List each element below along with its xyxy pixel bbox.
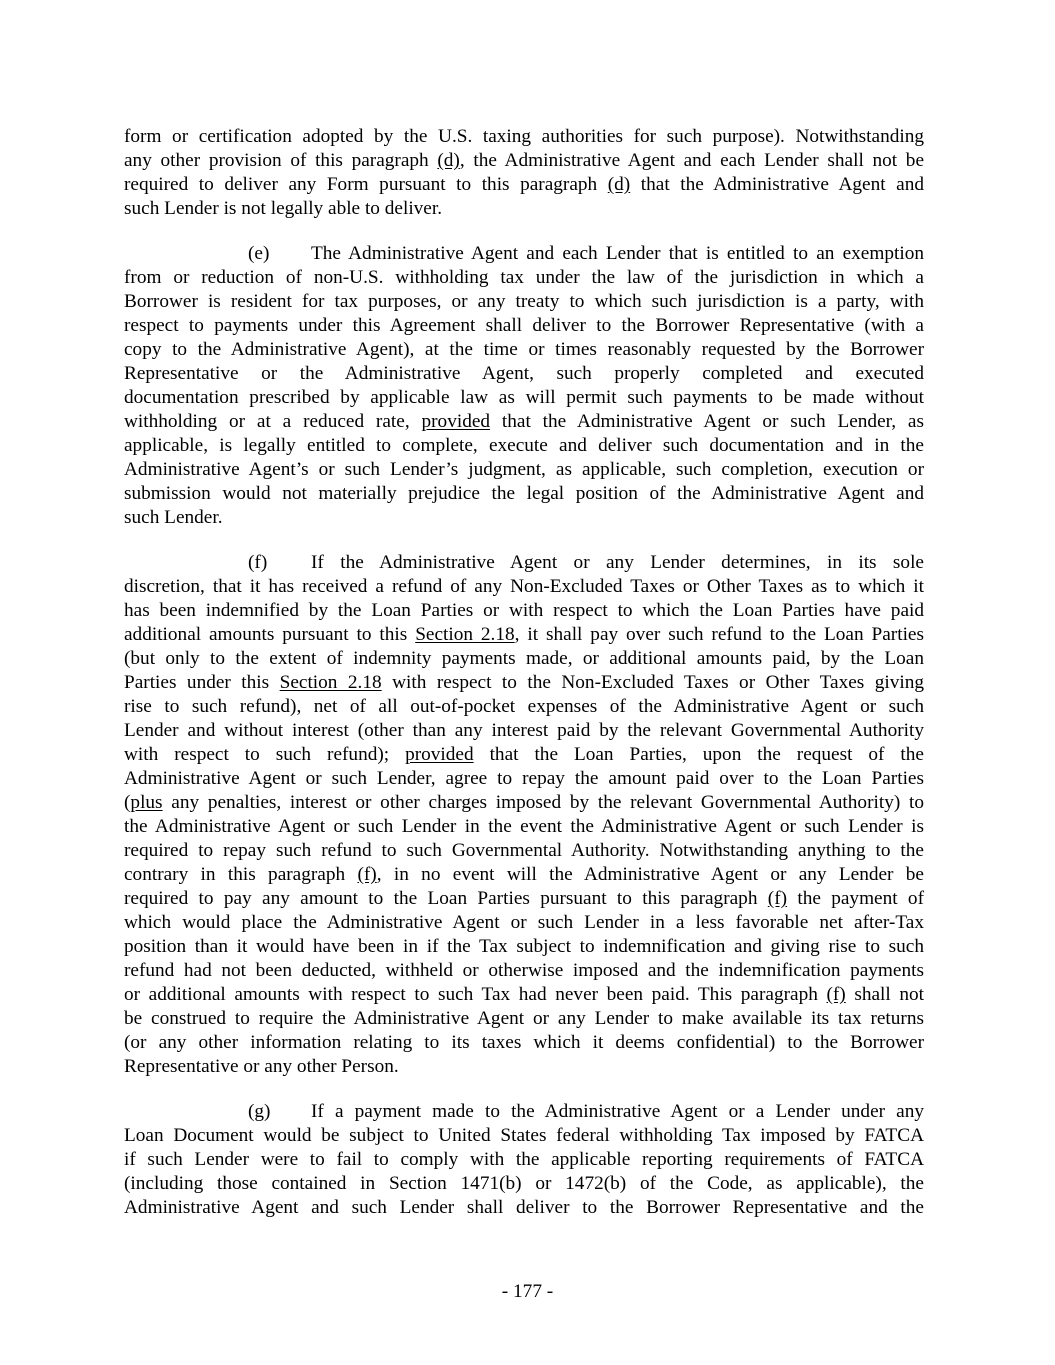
text-line [124,623,924,647]
text-line [124,410,924,434]
text-run: Representative or any other Person. [124,1056,399,1077]
text-line [124,839,924,863]
text-line [124,551,924,575]
text-line [124,887,924,911]
text-line [124,266,924,290]
text-line [124,791,924,815]
paragraph-label: (f) [248,552,268,573]
text-run: from or reduction of non-U.S. withholding tax under the law of the jurisdiction in which a [124,267,924,288]
text-line [124,983,924,1007]
text-run: with respect to the Non-Excluded Taxes or Other Taxes giving [381,672,924,693]
text-run: the payment of [787,888,924,909]
text-line [124,482,924,506]
text-run: (but only to the extent of indemnity payments made, or additional amounts paid, by the Loan [124,648,924,669]
text-line [124,290,924,314]
text-run: (or any other information relating to its taxes which it deems confidential) to the Borrower [124,1032,924,1053]
text-line [124,935,924,959]
text-run: , the Administrative Agent and each Lender shall not be [459,150,925,171]
text-run: the Administrative Agent or such Lender in the event the Administrative Agent or such Lender is [124,816,924,837]
text-run: Parties under this [124,672,280,693]
line-text [311,242,924,266]
text-line [124,314,924,338]
text-line [124,1124,924,1148]
text-run: submission would not materially prejudice the legal position of the Administrative Agent and [124,483,924,504]
text-run: required to pay any amount to the Loan Parties pursuant to this paragraph [124,888,768,909]
page-number: - 177 - [501,1281,554,1302]
text-line [124,647,924,671]
paragraph-label: (g) [248,1101,271,1122]
underlined-reference: provided [421,411,491,432]
text-line [124,242,924,266]
text-line [124,815,924,839]
text-line [124,671,924,695]
text-line [124,338,924,362]
underlined-reference: (f) [357,864,377,885]
text-line [124,1055,924,1079]
text-line [124,719,924,743]
text-run: or additional amounts with respect to such Tax had never been paid. This paragraph [124,984,827,1005]
text-line [124,599,924,623]
text-run: , in no event will the Administrative Agent or any Lender be [376,864,924,885]
text-line [124,434,924,458]
text-line [124,386,924,410]
line-text [311,551,924,575]
text-run: with respect to such refund); [124,744,406,765]
text-line [124,506,924,530]
underlined-reference: Section 2.18 [415,624,515,645]
document-body [124,125,924,1241]
text-line [124,1007,924,1031]
text-line [124,149,924,173]
text-run: if such Lender were to fail to comply with the applicable reporting requirements of FATCA [124,1149,924,1170]
text-line [124,695,924,719]
text-run: such Lender. [124,507,223,528]
text-run: be construed to require the Administrative Agent or any Lender to make available its tax returns [124,1008,924,1029]
text-line [124,1100,924,1124]
text-run: position than it would have been in if the Tax subject to indemnification and giving rise to such [124,936,924,957]
underlined-reference: provided [405,744,474,765]
text-run: any penalties, interest or other charges imposed by the relevant Governmental Authority) to [162,792,924,813]
text-run: Administrative Agent or such Lender, agree to repay the amount paid over to the Loan Parties [124,768,924,789]
underlined-reference: plus [130,792,163,813]
text-line [124,125,924,149]
paragraph-e [124,242,924,530]
text-run: Lender and without interest (other than any interest paid by the relevant Governmental Authority [124,720,924,741]
text-run: withholding or at a reduced rate, [124,411,422,432]
text-run: additional amounts pursuant to this [124,624,416,645]
text-line [124,458,924,482]
text-run: that the Administrative Agent or such Lender, as [490,411,924,432]
text-run: The Administrative Agent and each Lender that is entitled to an exemption [311,243,924,264]
text-run: If the Administrative Agent or any Lender determines, in its sole [311,552,924,573]
text-run: , it shall pay over such refund to the Loan Parties [514,624,924,645]
text-run: such Lender is not legally able to deliver. [124,198,443,219]
text-run: Administrative Agent and such Lender shall deliver to the Borrower Representative and the [124,1197,924,1218]
text-run: ( [124,792,131,813]
text-line [124,743,924,767]
underlined-reference: Section 2.18 [279,672,382,693]
paragraph-continuation [124,125,924,221]
text-run: discretion, that it has received a refund of any Non-Excluded Taxes or Other Taxes as to which it [124,576,924,597]
text-run: Administrative Agent’s or such Lender’s judgment, as applicable, such completion, execution or [124,459,924,480]
text-run: documentation prescribed by applicable law as will permit such payments to be made without [124,387,924,408]
line-text [311,1100,924,1124]
underlined-reference: (d) [607,174,631,195]
text-line [124,959,924,983]
text-run: has been indemnified by the Loan Parties or with respect to which the Loan Parties have paid [124,600,924,621]
text-line [124,1196,924,1220]
text-run: Representative or the Administrative Agent, such properly completed and executed [124,363,924,384]
text-line [124,1172,924,1196]
text-line [124,863,924,887]
text-run: shall not [845,984,924,1005]
underlined-reference: (d) [437,150,460,171]
text-run: contrary in this paragraph [124,864,358,885]
underlined-reference: (f) [767,888,788,909]
text-line [124,173,924,197]
text-run: respect to payments under this Agreement shall deliver to the Borrower Representative (with a [124,315,924,336]
text-run: refund had not been deducted, withheld or otherwise imposed and the indemnification payments [124,960,924,981]
text-run: required to deliver any Form pursuant to this paragraph [124,174,608,195]
text-run: rise to such refund), net of all out-of-pocket expenses of the Administrative Agent or such [124,696,924,717]
paragraph-label: (e) [248,243,270,264]
text-line [124,767,924,791]
text-line [124,1148,924,1172]
text-run: that the Administrative Agent and [630,174,924,195]
text-run: form or certification adopted by the U.S. taxing authorities for such purpose). Notwithstanding [124,126,924,147]
paragraph-f [124,551,924,1079]
text-line [124,197,924,221]
text-run: any other provision of this paragraph [124,150,438,171]
text-line [124,911,924,935]
text-run: If a payment made to the Administrative Agent or a Lender under any [311,1101,924,1122]
text-line [124,362,924,386]
underlined-reference: (f) [826,984,846,1005]
text-line [124,575,924,599]
text-line [124,1031,924,1055]
text-run: that the Loan Parties, upon the request of the [473,744,924,765]
text-run: required to repay such refund to such Governmental Authority. Notwithstanding anything to the [124,840,924,861]
text-run: copy to the Administrative Agent), at the time or times reasonably requested by the Borrower [124,339,924,360]
text-run: Loan Document would be subject to United States federal withholding Tax imposed by FATCA [124,1125,924,1146]
text-run: Borrower is resident for tax purposes, or any treaty to which such jurisdiction is a party, with [124,291,924,312]
text-run: applicable, is legally entitled to complete, execute and deliver such documentation and in the [124,435,924,456]
text-run: (including those contained in Section 1471(b) or 1472(b) of the Code, as applicable), the [124,1173,924,1194]
text-run: which would place the Administrative Agent or such Lender in a less favorable net after-Tax [124,912,924,933]
paragraph-g [124,1100,924,1220]
